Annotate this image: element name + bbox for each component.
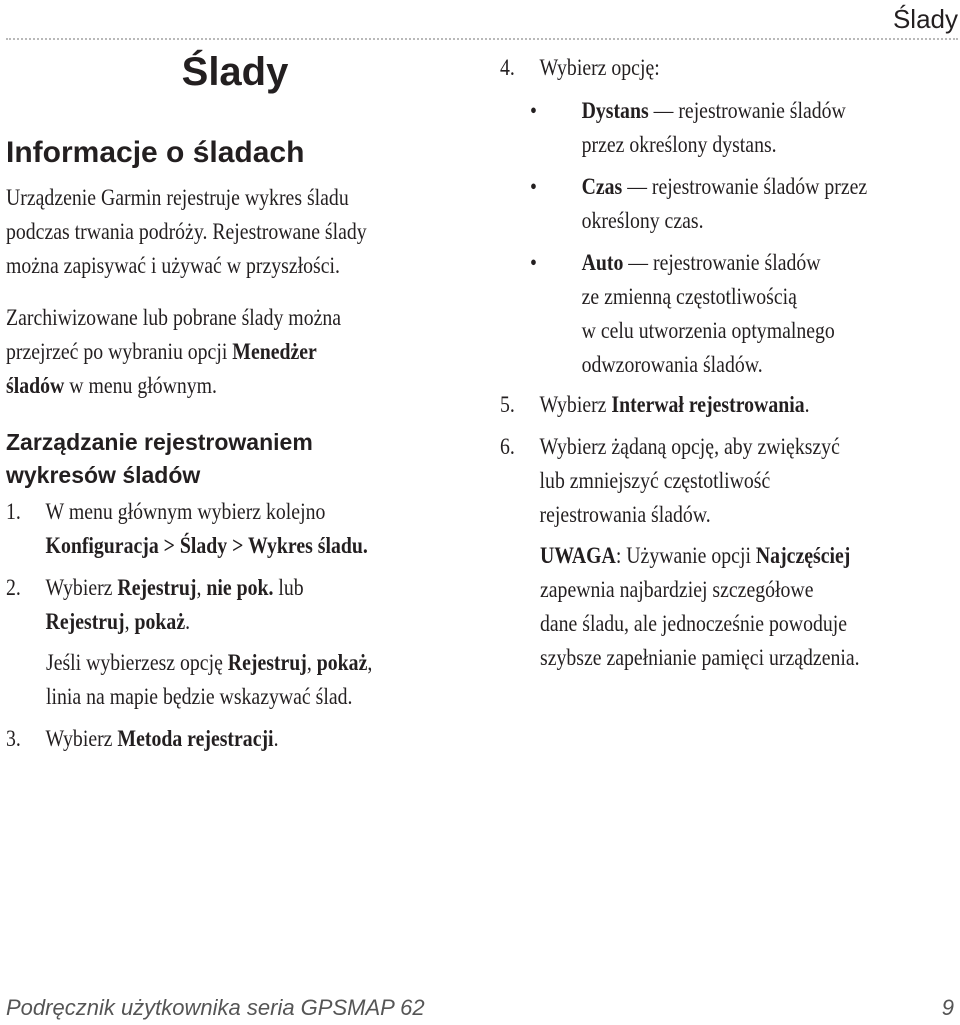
- menu-option-name: śladów: [6, 373, 65, 398]
- intro-line: można zapisywać i używać w przyszłości.: [6, 253, 340, 278]
- step-number: 3.: [6, 726, 21, 751]
- step-number: 6.: [500, 434, 515, 459]
- footer-page-number: 9: [941, 995, 954, 1020]
- intro-line: podczas trwania podróży. Rejestrowane ślady: [6, 219, 367, 244]
- bullet-item: • Czas — rejestrowanie śladów przez określony czas.: [530, 170, 867, 238]
- bullet-icon: •: [530, 98, 537, 123]
- intro-paragraph: [6, 181, 367, 283]
- bullet-icon: •: [530, 174, 537, 199]
- archive-paragraph: [6, 301, 341, 403]
- running-header: Ślady: [892, 4, 958, 34]
- step-2: 2. Wybierz Rejestruj, nie pok. lub Rejestruj, pokaż.: [6, 571, 304, 639]
- page-title: Ślady: [181, 50, 289, 94]
- step-1: [6, 495, 368, 563]
- section-heading: Informacje o śladach: [6, 136, 305, 169]
- archive-line: śladów w menu głównym.: [6, 373, 218, 398]
- step-4: 4. Wybierz opcję:: [500, 51, 660, 85]
- note-paragraph: UWAGA: Używanie opcji Najczęściej zapewnia najbardziej szczegółowe dane śladu, ale jednocześnie powoduje szybsze zapełnianie pamięci urządzenia.: [540, 543, 860, 670]
- header-divider: [6, 38, 958, 40]
- menu-option-name: Menedżer: [232, 339, 317, 364]
- step-6: 6. Wybierz żądaną opcję, aby zwiększyć lub zmniejszyć częstotliwość rejestrowania śladów.: [500, 430, 840, 532]
- step-5: 5. Wybierz Interwał rejestrowania.: [500, 388, 810, 422]
- menu-option-name: Najczęściej: [755, 543, 851, 568]
- archive-line: Zarchiwizowane lub pobrane ślady można: [6, 305, 342, 330]
- bullet-item: • Dystans — rejestrowanie śladów przez określony dystans.: [530, 94, 846, 162]
- step-number: 5.: [500, 392, 515, 417]
- menu-path: Konfiguracja > Ślady > Wykres śladu.: [45, 533, 368, 558]
- step-text: W menu głównym wybierz kolejno: [45, 499, 326, 524]
- menu-option-name: Interwał rejestrowania: [611, 392, 805, 417]
- intro-line: Urządzenie Garmin rejestruje wykres śladu: [6, 185, 349, 210]
- step-number: 1.: [6, 499, 21, 524]
- archive-line: przejrzeć po wybraniu opcji Menedżer: [6, 339, 317, 364]
- bullet-icon: •: [530, 250, 537, 275]
- step-3: 3. Wybierz Metoda rejestracji.: [6, 722, 279, 756]
- step-2-note: Jeśli wybierzesz opcję Rejestruj, pokaż, linia na mapie będzie wskazywać ślad.: [46, 650, 373, 709]
- step-number: 4.: [500, 55, 515, 80]
- menu-option-name: Metoda rejestracji: [117, 726, 274, 751]
- footer-manual-title: Podręcznik użytkownika seria GPSMAP 62: [6, 995, 425, 1020]
- subsection-heading: Zarządzanie rejestrowaniem wykresów śladów: [6, 429, 313, 488]
- bullet-item: • Auto — rejestrowanie śladów ze zmienną częstotliwością w celu utworzenia optymalnego odwzorowania śladów.: [530, 246, 835, 382]
- note-label: UWAGA: [540, 543, 616, 568]
- step-number: 2.: [6, 575, 21, 600]
